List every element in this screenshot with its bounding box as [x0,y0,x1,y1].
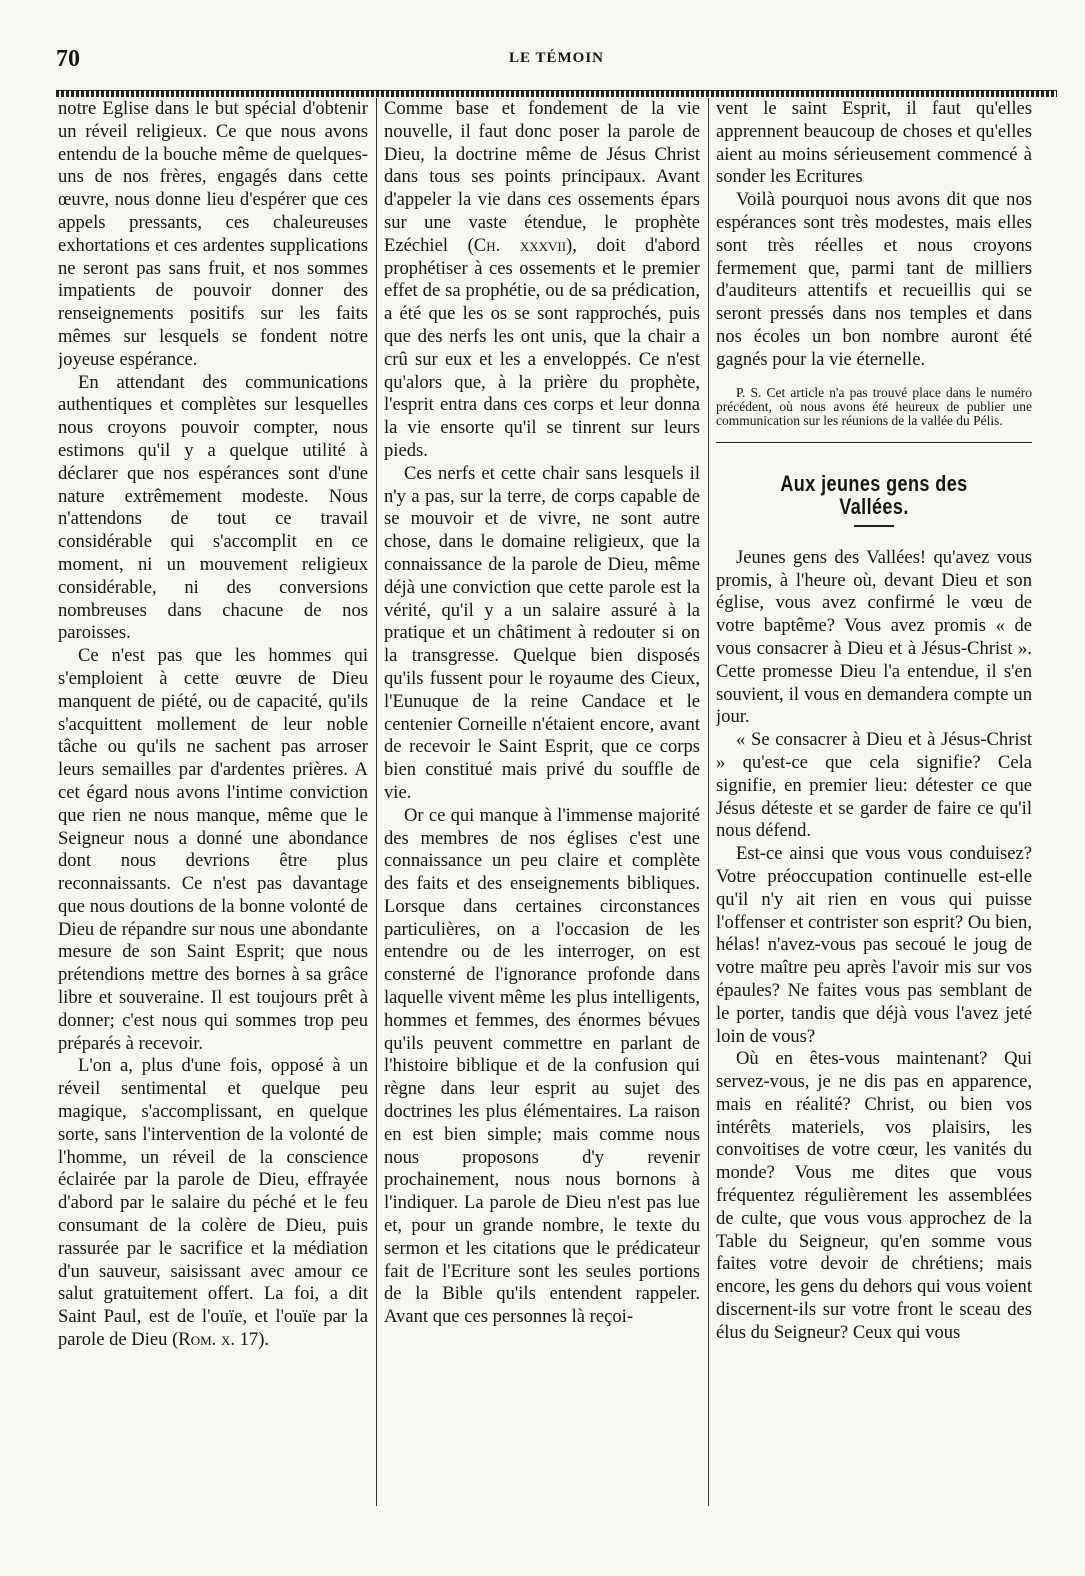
paragraph-text: ), doit d'abord prophétiser à ces ossements et le premier effet de sa prophétie, ou de sa prédication, a été que les os se sont rapprochés, puis que des nerfs les ont unis, que la chair a crû sur eux et les a enveloppés. Ce n'est qu'alors que, à la prière du prophète, l'esprit entra dans ces corps et leur donna la vie ensorte qu'il se tinrent sur leurs pieds. [384,234,700,461]
section-divider [716,442,1032,443]
paragraph: vent le saint Esprit, il faut qu'elles apprennent beaucoup de choses et qu'elles aient au moins sérieusement commencé à sonder les Ecritures [716,98,1032,188]
paragraph: Est-ce ainsi que vous vous conduisez? Votre préoccupation continuelle est-elle qu'il n'y ait rien en vous qui puisse l'offenser et contrister son esprit? Ou bien, hélas! n'avez-vous pas secoué le joug de votre maître peu après l'avoir mis sur vos épaules? Ne faites vous pas semblant de le porter, tandis que déjà vous l'avez jeté loin de vous? [716,843,1032,1047]
paragraph: Voilà pourquoi nous avons dit que nos espérances sont très modestes, mais elles sont très réelles et nous croyons fermement que, parmi tant de milliers d'auditeurs attentifs et recueillis qui se seront pressés dans nos temples et dans nos écoles un bon nombre auront été gagnés pour la vie éternelle. [716,189,1032,370]
scripture-reference: Ch. xxxvii [473,234,567,256]
paragraph: notre Eglise dans le but spécial d'obtenir un réveil religieux. Ce que nous avons entendu de la bouche même de quelques-uns de nos frères, engagés dans cette œuvre, nous donne lieu d'espérer que ces appels pressants, ces chaleureuses exhortations et ces ardentes supplications ne seront pas sans fruit, et nos sommes impatients de pouvoir donner des renseignements positifs sur les faits mêmes sur lesquels se fondent notre joyeuse espérance. [58,98,368,370]
paragraph: Où en êtes-vous maintenant? Qui servez-vous, je ne dis pas en apparence, mais en réalité? Christ, ou bien vos intérêts materiels, vos plaisirs, les convoitises de votre cœur, les vanités du monde? Vous me dites que vous fréquentez régulièrement les assemblées de culte, que vous vous approchez de la Table du Seigneur, qu'en somme vous faites votre devoir de chrétiens; mais encore, les gens du dehors qui vous voient discernent-ils sur votre front le sceau des élus du Seigneur? Ceux qui vous [716,1048,1032,1343]
paragraph: Or ce qui manque à l'immense majorité des membres de nos églises c'est une connaissance un peu claire et complète des faits et des enseignements bibliques. Lorsque dans certaines circonstances particulières, on a l'occasion de les entendre ou de les interroger, on est consterné de l'ignorance profonde dans laquelle vivent même les plus intelligents, hommes et femmes, des énormes bévues qu'ils peuvent commettre en parlant de l'histoire biblique et de la confusion qui règne dans leur esprit au sujet des doctrines les plus élémentaires. La raison en est bien simple; mais comme nous nous proposons d'y revenir prochainement, nous nous bornons à l'indiquer. La parole de Dieu n'est pas lue et, pour un grande nombre, le texte du sermon et les citations que le prédicateur fait de l'Ecriture sont les seules portions de la Bible qu'ils entendent rappeler. Avant que ces personnes là reçoi- [384,804,700,1328]
paragraph [58,1055,368,1351]
journal-title: LE TÉMOIN [509,50,604,66]
page-header [56,46,1057,76]
paragraph: Ces nerfs et cette chair sans lesquels il n'y a pas, sur la terre, de corps capable de se mouvoir et de vivre, ne sont autre chose, dans le domaine religieux, que la connaissance de la parole de Dieu, même déjà une conviction que cette parole est la vérité, qu'il y a un salaire assuré à la pratique et un châtiment à redouter si on la transgresse. Quelque bien disposés qu'ils fussent pour le royaume des Cieux, l'Eunuque de la reine Candace et le centenier Corneille n'étaient encore, avant de recevoir le Saint Esprit, que ce corps bien constitué mais privé du souffle de vie. [384,462,700,803]
title-underline [854,525,894,527]
paragraph [384,98,700,463]
postscript-note: P. S. Cet article n'a pas trouvé place dans le numéro précédent, où nous avons été heureux de publier une communication sur les réunions de la vallée du Pélis. [716,384,1032,428]
article-title: Aux jeunes gens des Vallées. [780,471,968,519]
column-separator [708,98,709,1506]
paragraph-text-end: ). [258,1329,270,1351]
paragraph: Ce n'est pas que les hommes qui s'emploient à cette œuvre de Dieu manquent de piété, ou de capacité, qu'ils s'acquittent mollement de leur noble tâche ou qu'ils ne sachent pas arroser leurs semailles par d'ardentes prières. A cet égard nous avons l'intime conviction que rien ne nous manque, même que le Seigneur nous a donné une abondance dont nous devrions être plus reconnaissants. Ce n'est pas davantage que nous doutions de la bonne volonté de Dieu de répandre sur nous une abondante mesure de son Saint Esprit; que nous prétendions mettre des bornes à sa grâce libre et souveraine. Il est toujours prêt à donner; c'est nous qui sommes trop peu préparés à recevoir. [58,645,368,1054]
paragraph-text: L'on a, plus d'une fois, opposé à un réveil sentimental et quelque peu magique, s'accomplissant, en quelque sorte, sans l'intervention de la volonté de l'homme, un réveil de la conscience éclairée par la parole de Dieu, effrayée d'abord par le salaire du péché et le feu consumant de la colère de Dieu, puis rassurée par le sacrifice et la médiation d'un sauveur, saisissant avec amour ce salut gratuitement offert. La foi, a dit Saint Paul, est de l'ouïe, et l'ouïe par la parole de Dieu ( [58,1055,368,1351]
paragraph: Jeunes gens des Vallées! qu'avez vous promis, à l'heure où, devant Dieu et son église, vous avez confirmé le vœu de votre baptême? Vous avez promis « de vous consacrer à Dieu et à Jésus-Christ ». Cette promesse Dieu l'a entendue, il s'en souvient, il vous en demandera compte un jour. [716,546,1032,728]
paragraph: « Se consacrer à Dieu et à Jésus-Christ » qu'est-ce que cela signifie? Cela signifie, en premier lieu: détester ce que Jésus déteste et se garder de faire ce qu'il nous défend. [716,729,1032,842]
paragraph-text: Comme base et fondement de la vie nouvelle, il faut donc poser la parole de Dieu, la doctrine même de Jésus Christ dans tous ses points principaux. Avant d'appeler la vie dans ces ossements épars sur une vaste étendue, le prophète Ezéchiel ( [384,98,700,256]
paragraph: En attendant des communications authentiques et complètes sur lesquelles nous croyons pouvoir compter, nous estimons qu'il y a quelque utilité à déclarer que nos espérances sont d'une nature extrêmement modeste. Nous n'attendons de tout ce travail considérable qui s'accomplit en ce moment, ni un mouvement religieux considérable, ni des conversions nombreuses dans chacune de nos paroisses. [58,371,368,644]
column-1 [58,98,368,1516]
page-number: 70 [56,46,80,72]
column-2 [384,98,700,1516]
column-3 [716,98,1032,1516]
column-separator [376,98,377,1506]
header-rule [56,90,1057,97]
scripture-reference: Rom. x. 17 [178,1329,259,1351]
